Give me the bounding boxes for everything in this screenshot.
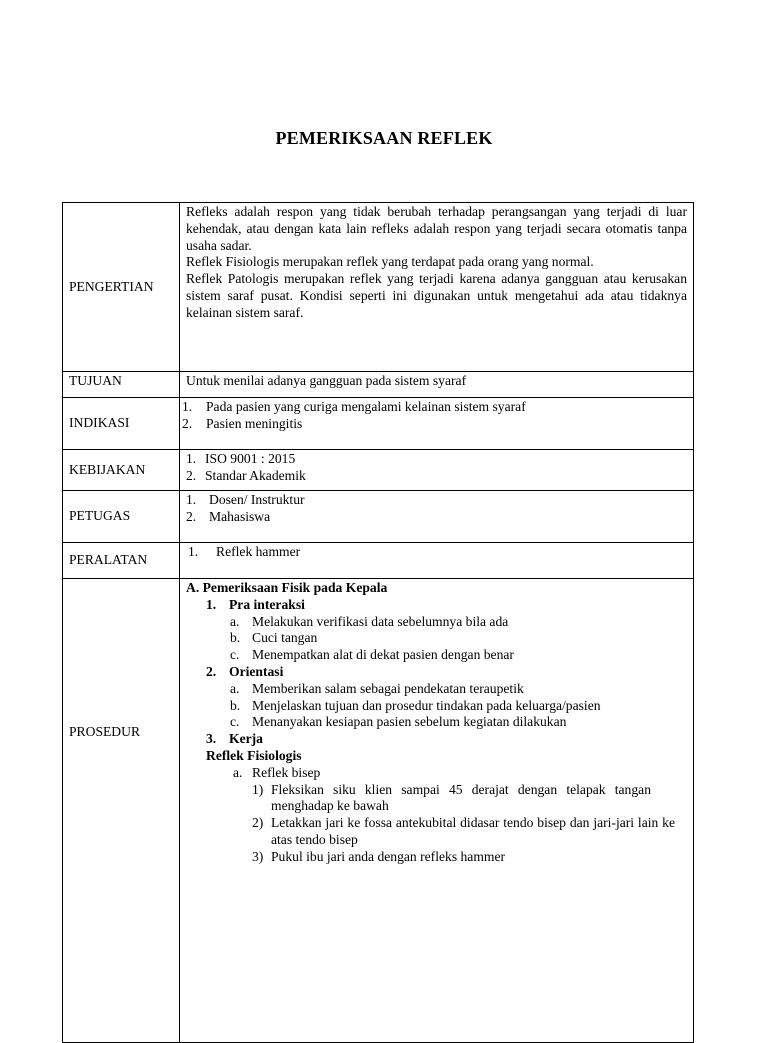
list-number: 2. — [186, 467, 197, 483]
step-text: Pukul ibu jari anda dengan refleks hammer — [271, 848, 506, 864]
list-item — [186, 614, 687, 631]
list-item — [182, 416, 687, 433]
list-letter: a. — [233, 764, 243, 780]
content-pengertian — [180, 203, 694, 372]
row-prosedur — [63, 579, 694, 1043]
content-peralatan — [180, 543, 694, 579]
list-number: 1. — [186, 451, 197, 466]
list-text: Memberikan salam sebagai pendekatan teraupetik — [252, 680, 524, 696]
list-text: Pasien meningitis — [206, 415, 303, 431]
list-letter: c. — [230, 714, 240, 730]
list-text: Reflek hammer — [216, 544, 301, 559]
list-letter: b. — [230, 697, 241, 713]
list-item — [186, 451, 687, 468]
label-pengertian: PENGERTIAN — [63, 203, 180, 372]
list-item — [186, 509, 687, 526]
pengertian-paragraph: Refleks adalah respon yang tidak berubah terhadap perangsangan yang terjadi di luar kehendak, atau dengan kata lain refleks adalah respon yang terjadi secara otomatis tanpa usaha sadar. — [186, 204, 687, 253]
document-title: PEMERIKSAAN REFLEK — [275, 128, 493, 148]
list-text: Mahasiswa — [209, 508, 271, 524]
list-item — [186, 647, 687, 664]
procedure-step — [186, 815, 687, 849]
list-text: Pada pasien yang curiga mengalami kelainan sistem syaraf — [206, 399, 526, 414]
step-heading-orientasi — [186, 664, 687, 681]
list-text: Dosen/ Instruktur — [209, 492, 305, 507]
reflek-bisep-heading — [186, 765, 687, 782]
step-heading-kerja — [186, 731, 687, 748]
step-number: 1. — [206, 596, 217, 612]
step-number: 2. — [206, 663, 217, 679]
step-title: Kerja — [229, 731, 263, 747]
pengertian-paragraph: Reflek Patologis merupakan reflek yang terjadi karena adanya gangguan atau kerusakan sistem saraf pusat. Kondisi seperti ini digunakan untuk mengetahui ada atau tidaknya kelainan sistem saraf. — [186, 271, 687, 320]
step-title: Pra interaksi — [229, 596, 305, 612]
content-petugas — [180, 491, 694, 543]
content-prosedur — [180, 579, 694, 1043]
list-item — [186, 714, 687, 731]
step-number: 2) — [252, 815, 264, 831]
label-prosedur: PROSEDUR — [63, 579, 180, 1043]
row-kebijakan — [63, 450, 694, 491]
label-kebijakan: KEBIJAKAN — [63, 450, 180, 491]
list-item — [188, 544, 687, 561]
row-petugas — [63, 491, 694, 543]
step-number: 3. — [206, 731, 217, 747]
list-text: Melakukan verifikasi data sebelumnya bila ada — [252, 613, 509, 629]
step-number: 1) — [252, 781, 264, 797]
content-tujuan: Untuk menilai adanya gangguan pada sistem syaraf — [180, 372, 694, 398]
label-tujuan: TUJUAN — [63, 372, 180, 398]
label-peralatan: PERALATAN — [63, 543, 180, 579]
row-pengertian — [63, 203, 694, 372]
list-number: 1. — [182, 399, 193, 414]
list-text: ISO 9001 : 2015 — [205, 451, 296, 466]
step-text: Letakkan jari ke fossa antekubital didasar tendo bisep dan jari-jari lain ke atas tendo bisep — [271, 815, 675, 847]
list-item — [186, 681, 687, 698]
list-text: Cuci tangan — [252, 630, 318, 646]
step-title: Orientasi — [229, 663, 284, 679]
content-kebijakan — [180, 450, 694, 491]
list-letter: a. — [230, 613, 240, 629]
step-number: 3) — [252, 848, 264, 864]
step-heading-pra-interaksi — [186, 597, 687, 614]
list-letter: b. — [230, 630, 241, 646]
label-indikasi: INDIKASI — [63, 398, 180, 450]
list-item — [186, 698, 687, 715]
list-text: Menanyakan kesiapan pasien sebelum kegiatan dilakukan — [252, 714, 567, 730]
sop-table — [62, 202, 694, 1043]
list-item — [186, 468, 687, 485]
list-number: 2. — [186, 508, 197, 524]
step-text: Fleksikan siku klien sampai 45 derajat dengan telapak tangan menghadap ke bawah — [271, 781, 651, 814]
list-item — [182, 399, 687, 416]
list-text: Standar Akademik — [205, 467, 306, 483]
list-text: Menempatkan alat di dekat pasien dengan benar — [252, 647, 514, 663]
label-petugas: PETUGAS — [63, 491, 180, 543]
list-number: 2. — [182, 415, 193, 431]
content-indikasi — [180, 398, 694, 450]
list-text: Menjelaskan tujuan dan prosedur tindakan pada keluarga/pasien — [252, 697, 601, 713]
list-letter: c. — [230, 647, 240, 663]
row-indikasi — [63, 398, 694, 450]
procedure-step — [186, 849, 687, 866]
list-item — [186, 492, 687, 509]
section-a-heading: A. Pemeriksaan Fisik pada Kepala — [186, 580, 388, 595]
list-number: 1. — [186, 492, 197, 507]
row-peralatan — [63, 543, 694, 579]
row-tujuan — [63, 372, 694, 398]
list-item — [186, 630, 687, 647]
list-number: 1. — [188, 544, 199, 559]
pengertian-paragraph: Reflek Fisiologis merupakan reflek yang terdapat pada orang yang normal. — [186, 254, 594, 270]
procedure-step — [186, 782, 687, 816]
list-letter: a. — [230, 680, 240, 696]
list-text: Reflek bisep — [252, 764, 321, 780]
reflek-fisiologis-heading: Reflek Fisiologis — [206, 747, 302, 763]
